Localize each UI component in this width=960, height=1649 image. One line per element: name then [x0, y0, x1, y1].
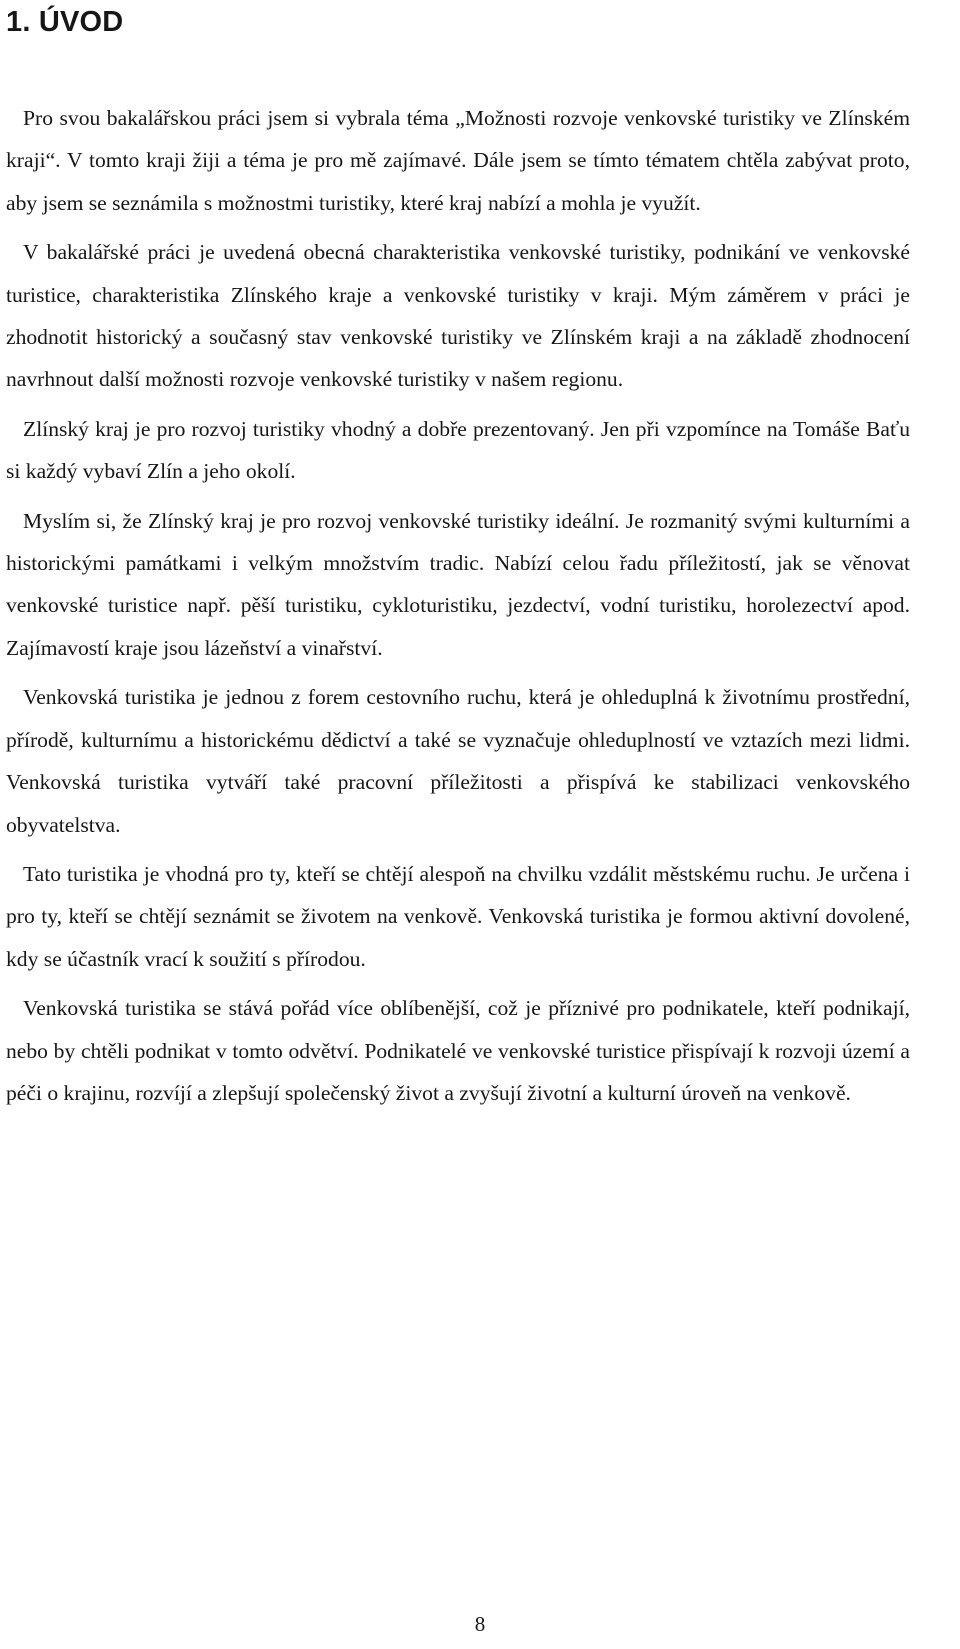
paragraph-entrepreneurs: Venkovská turistika se stává pořád více oblíbenější, což je příznivé pro podnikatele, kteří podnikají, nebo by chtěli podnikat v tomto odvětví. Podnikatelé ve venkovské turistice přispívají k rozvoji území a péči o krajinu, rozvíjí a zlepšují společenský život a zvyšují životní a kulturní úroveň na venkově. — [6, 996, 910, 1105]
paragraph-rural-tourism-definition: Venkovská turistika je jednou z forem cestovního ruchu, která je ohleduplná k životnímu prostřední, přírodě, kulturnímu a historickému dědictví a také se vyznačuje ohleduplností ve vztazích mezi lidmi. Venkovská turistika vytváří také pracovní příležitosti a přispívá ke stabilizaci venkovského obyvatelstva. — [6, 685, 910, 837]
body-text — [6, 97, 910, 1121]
paragraph-region-ideal: Myslím si, že Zlínský kraj je pro rozvoj venkovské turistiky ideální. Je rozmanitý svými kulturními a historickými památkami i velkým množstvím tradic. Nabízí celou řadu příležitostí, jak se věnovat venkovské turistice např. pěší turistiku, cykloturistiku, jezdectví, vodní turistiku, horolezectví apod. Zajímavostí kraje jsou lázeňství a vinařství. — [6, 508, 910, 660]
paragraph-target-audience: Tato turistika je vhodná pro ty, kteří se chtějí alespoň na chvilku vzdálit městskému ruchu. Je určena i pro ty, kteří se chtějí seznámit se životem na venkově. Venkovská turistika je formou aktivní dovolené, kdy se účastník vrací k soužití s přírodou. — [6, 861, 910, 971]
paragraph-thesis-content: V bakalářské práci je uvedená obecná charakteristika venkovské turistiky, podnikání ve venkovské turistice, charakteristika Zlínského kraje a venkovské turistiky v kraji. Mým záměrem v práci je zhodnotit historický a současný stav venkovské turistiky ve Zlínském kraji a na základě zhodnocení navrhnout další možnosti rozvoje venkovské turistiky v našem regionu. — [6, 240, 910, 392]
page-number: 8 — [474, 1612, 486, 1636]
paragraph-zlin-region: Zlínský kraj je pro rozvoj turistiky vhodný a dobře prezentovaný. Jen při vzpomínce na Tomáše Baťu si každý vybaví Zlín a jeho okolí. — [6, 416, 910, 484]
chapter-heading: 1. ÚVOD — [6, 6, 124, 38]
paragraph-intro: Pro svou bakalářskou práci jsem si vybrala téma „Možnosti rozvoje venkovské turistiky ve Zlínském kraji“. V tomto kraji žiji a téma je pro mě zajímavé. Dále jsem se tímto tématem chtěla zabývat proto, aby jsem se seznámila s možnostmi turistiky, které kraj nabízí a mohla je využít. — [6, 106, 910, 215]
